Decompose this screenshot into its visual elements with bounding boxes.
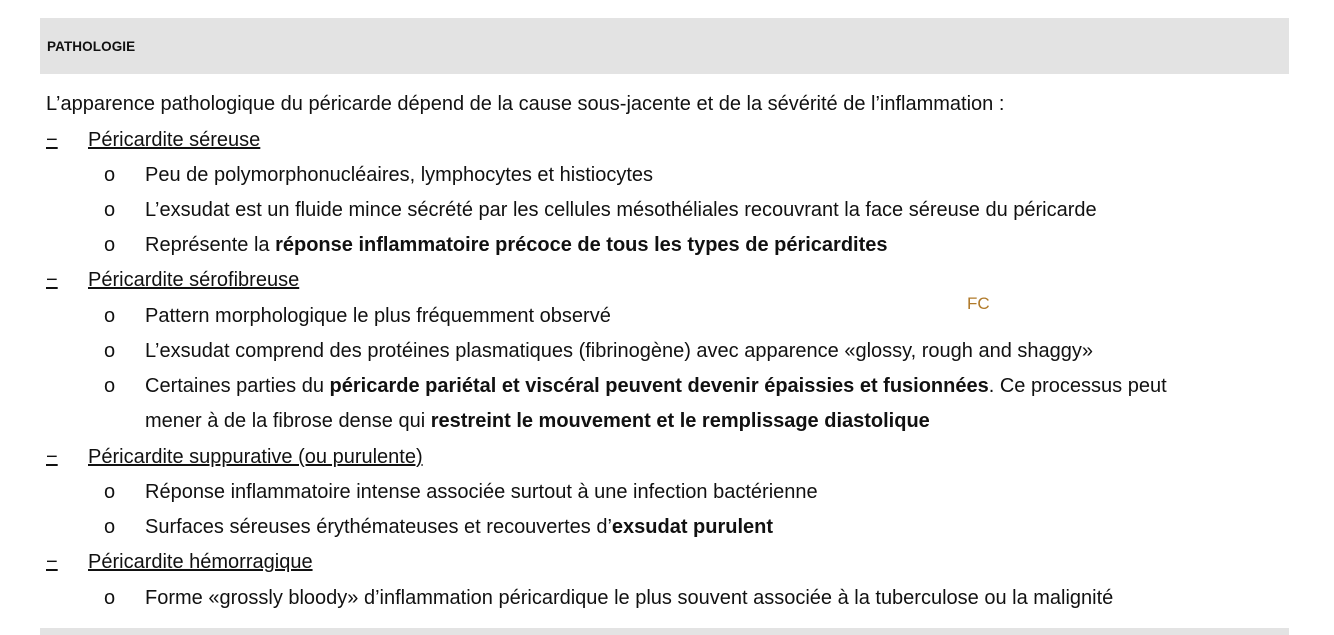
section-heading: [46, 266, 299, 294]
dash-marker: −: [46, 446, 58, 468]
item-text: Certaines parties du: [145, 375, 330, 397]
item-text: Pattern morphologique le plus fréquemment observé: [145, 305, 611, 327]
list-item-continuation: [145, 407, 930, 435]
list-item: [104, 337, 1093, 365]
margin-annotation: FC: [967, 294, 990, 313]
bullet-marker: o: [104, 164, 116, 186]
bullet-marker: o: [104, 234, 116, 256]
heading-text: Péricardite sérofibreuse: [88, 269, 300, 291]
item-text: Représente la: [145, 234, 276, 256]
item-bold-text: réponse inflammatoire précoce de tous les types de péricardites: [275, 234, 888, 256]
item-text: L’exsudat est un fluide mince sécrété par les cellules mésothéliales recouvrant la face séreuse du péricarde: [145, 199, 1097, 221]
item-text: . Ce processus peut: [988, 375, 1167, 397]
section-title: PATHOLOGIE: [47, 38, 136, 54]
section-footer-bar: [40, 628, 1289, 635]
list-item: [104, 196, 1097, 224]
bullet-marker: o: [104, 305, 116, 327]
section-heading: [46, 443, 423, 471]
list-item: [104, 231, 888, 259]
list-item: [104, 302, 611, 330]
section-heading: [46, 548, 313, 576]
bullet-marker: o: [104, 199, 116, 221]
list-item: [104, 584, 1113, 612]
bullet-marker: o: [104, 340, 116, 362]
item-text: Peu de polymorphonucléaires, lymphocytes et histiocytes: [145, 164, 654, 186]
dash-marker: −: [46, 269, 58, 291]
item-text: Forme «grossly bloody» d’inflammation péricardique le plus souvent associée à la tuberculose ou la malignité: [145, 587, 1114, 609]
item-text: Réponse inflammatoire intense associée surtout à une infection bactérienne: [145, 481, 818, 503]
item-text: L’exsudat comprend des protéines plasmatiques (fibrinogène) avec apparence «glossy, rough and shaggy»: [145, 340, 1094, 362]
section-heading: [46, 126, 260, 154]
item-text: mener à de la fibrose dense qui: [145, 410, 431, 432]
list-item: [104, 372, 1167, 400]
heading-text: Péricardite séreuse: [88, 129, 261, 151]
bullet-marker: o: [104, 587, 116, 609]
item-bold-text: restreint le mouvement et le remplissage diastolique: [430, 410, 930, 432]
bullet-marker: o: [104, 516, 116, 538]
intro-paragraph: L’apparence pathologique du péricarde dépend de la cause sous-jacente et de la sévérité de l’inflammation :: [46, 93, 1005, 115]
item-text: Surfaces séreuses érythémateuses et recouvertes d’: [145, 516, 612, 538]
dash-marker: −: [46, 129, 58, 151]
item-bold-text: péricarde pariétal et viscéral peuvent devenir épaissies et fusionnées: [329, 375, 989, 397]
heading-text: Péricardite hémorragique: [88, 551, 313, 573]
list-item: [104, 513, 773, 541]
bullet-marker: o: [104, 375, 116, 397]
heading-text: Péricardite suppurative (ou purulente): [88, 446, 423, 468]
bullet-marker: o: [104, 481, 116, 503]
dash-marker: −: [46, 551, 58, 573]
list-item: [104, 478, 818, 506]
item-bold-text: exsudat purulent: [611, 516, 774, 538]
list-item: [104, 161, 653, 189]
section-header: [40, 18, 1289, 74]
